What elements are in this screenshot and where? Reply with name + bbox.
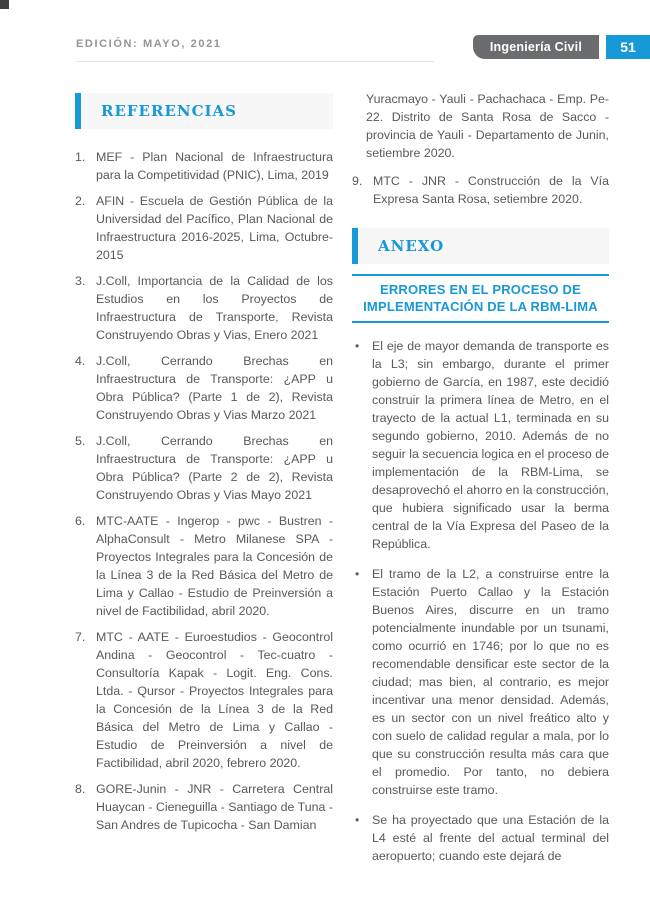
reference-number: 8. — [75, 782, 86, 796]
reference-number: 2. — [75, 194, 86, 208]
reference-item — [75, 272, 333, 344]
reference-text: J.Coll, Cerrando Brechas en Infraestructura de Transporte: ¿APP u Obra Pública? (Parte 1 de 2), Revista Construyendo Obras y Vias Marzo 2021 — [96, 354, 333, 422]
section-badge-group — [473, 35, 650, 59]
reference-number: 9. — [352, 174, 363, 188]
section-badge: Ingeniería Civil — [473, 35, 599, 59]
title-accent-bar — [352, 228, 358, 264]
edition-label: EDICIÓN: MAYO, 2021 — [76, 38, 222, 50]
reference-item — [75, 192, 333, 264]
referencias-title: REFERENCIAS — [101, 102, 238, 120]
bullet-icon: • — [355, 813, 360, 827]
anexo-bullet-list — [352, 337, 609, 865]
reference-text: J.Coll, Cerrando Brechas en Infraestructura de Transporte: ¿APP u Obra Pública? (Parte 2 de 2), Revista Construyendo Obras y Vias Mayo 2021 — [96, 434, 333, 502]
page-number-badge: 51 — [606, 35, 650, 59]
page-corner-mark — [0, 0, 9, 9]
reference-text: GORE-Junin - JNR - Carretera Central Huaycan - Cieneguilla - Santiago de Tuna - San Andres de Tupicocha - San Damian — [96, 782, 333, 832]
reference-number: 7. — [75, 630, 86, 644]
reference-item — [75, 352, 333, 424]
reference-text: MEF - Plan Nacional de Infraestructura para la Competitividad (PNIC), Lima, 2019 — [96, 150, 333, 182]
right-column — [352, 90, 609, 877]
reference-item — [75, 432, 333, 504]
bullet-item — [352, 337, 609, 553]
reference-number: 4. — [75, 354, 86, 368]
reference-number: 5. — [75, 434, 86, 448]
bullet-icon: • — [355, 567, 360, 581]
bullet-text: El eje de mayor demanda de transporte es la L3; sin embargo, durante el primer gobierno de García, en 1987, este decidió construir la primera línea de Metro, en el trayecto de la actual L1, terminada en su segundo gobierno, 2010. Además de no seguir la secuencia logica en el proceso de implementación de la RBM-Lima, se desaprovechó el ahorro en la construcción, que hubiera significado usar la berma central de la Vía Expresa del Paseo de la República. — [372, 339, 609, 551]
reference-8-continuation: Yuracmayo - Yauli - Pachachaca - Emp. Pe-22. Distrito de Santa Rosa de Sacco - provincia de Yauli - Departamento de Junin, setiembre 2020. — [366, 92, 609, 160]
header-divider — [76, 61, 434, 62]
title-accent-bar — [75, 93, 81, 129]
reference-text: MTC - JNR - Construcción de la Vía Expresa Santa Rosa, setiembre 2020. — [373, 174, 609, 206]
reference-text: MTC - AATE - Euroestudios - Geocontrol Andina - Geocontrol - Tec-cuatro - Consultoría Kapak - Logit. Eng. Cons. Ltda. - Qursor - Proyectos Integrales para la Concesión de la Línea 3 de la Red Básica del Metro de Lima y Callao - Estudio de Preinversión a nivel de Factibilidad, abril 2020, febrero 2020. — [96, 630, 333, 770]
reference-item — [75, 512, 333, 620]
reference-text: J.Coll, Importancia de la Calidad de los Estudios en los Proyectos de Infraestructura de Transporte, Revista Construyendo Obras y Vias, Enero 2021 — [96, 274, 333, 342]
anexo-subsection-title: ERRORES EN EL PROCESO DE IMPLEMENTACIÓN DE LA RBM-LIMA — [352, 274, 609, 323]
referencias-header — [75, 93, 333, 129]
bullet-item — [352, 565, 609, 799]
reference-item — [352, 172, 609, 208]
references-list — [75, 148, 333, 834]
anexo-header — [352, 228, 609, 264]
reference-text: MTC-AATE - Ingerop - pwc - Bustren - AlphaConsult - Metro Milanese SPA - Proyectos Integrales para la Concesión de la Línea 3 de la Red Básica del Metro de Lima y Callao - Estudio de Preinversión a nivel de Factibilidad, abril 2020. — [96, 514, 333, 618]
reference-item — [75, 780, 333, 834]
bullet-text: Se ha proyectado que una Estación de la L4 esté al frente del actual terminal del aeropuerto; cuando este dejará de — [372, 813, 609, 863]
reference-number: 3. — [75, 274, 86, 288]
left-column — [75, 93, 333, 842]
reference-item — [75, 628, 333, 772]
bullet-icon: • — [355, 339, 360, 353]
reference-number: 6. — [75, 514, 86, 528]
reference-item — [75, 148, 333, 184]
bullet-item — [352, 811, 609, 865]
reference-text: AFIN - Escuela de Gestión Pública de la Universidad del Pacífico, Plan Nacional de Infraestructura 2016-2025, Lima, Octubre-2015 — [96, 194, 333, 262]
anexo-title: ANEXO — [378, 237, 445, 255]
reference-number: 1. — [75, 150, 86, 164]
bullet-text: El tramo de la L2, a construirse entre la Estación Puerto Callao y la Estación Buenos Aires, discurre en un tramo potencialmente inundable por un tsunami, como ocurrió en 1746; por lo que no es recomendable densificar este sector de la ciudad; mas bien, al contrario, es mejor incentivar una menor densidad. Además, es un sector con un nivel freático alto y con suelo de calidad regular a mala, por lo que su construcción resulta más cara que el promedio. Por tanto, no debiera construirse este tramo. — [372, 567, 609, 797]
